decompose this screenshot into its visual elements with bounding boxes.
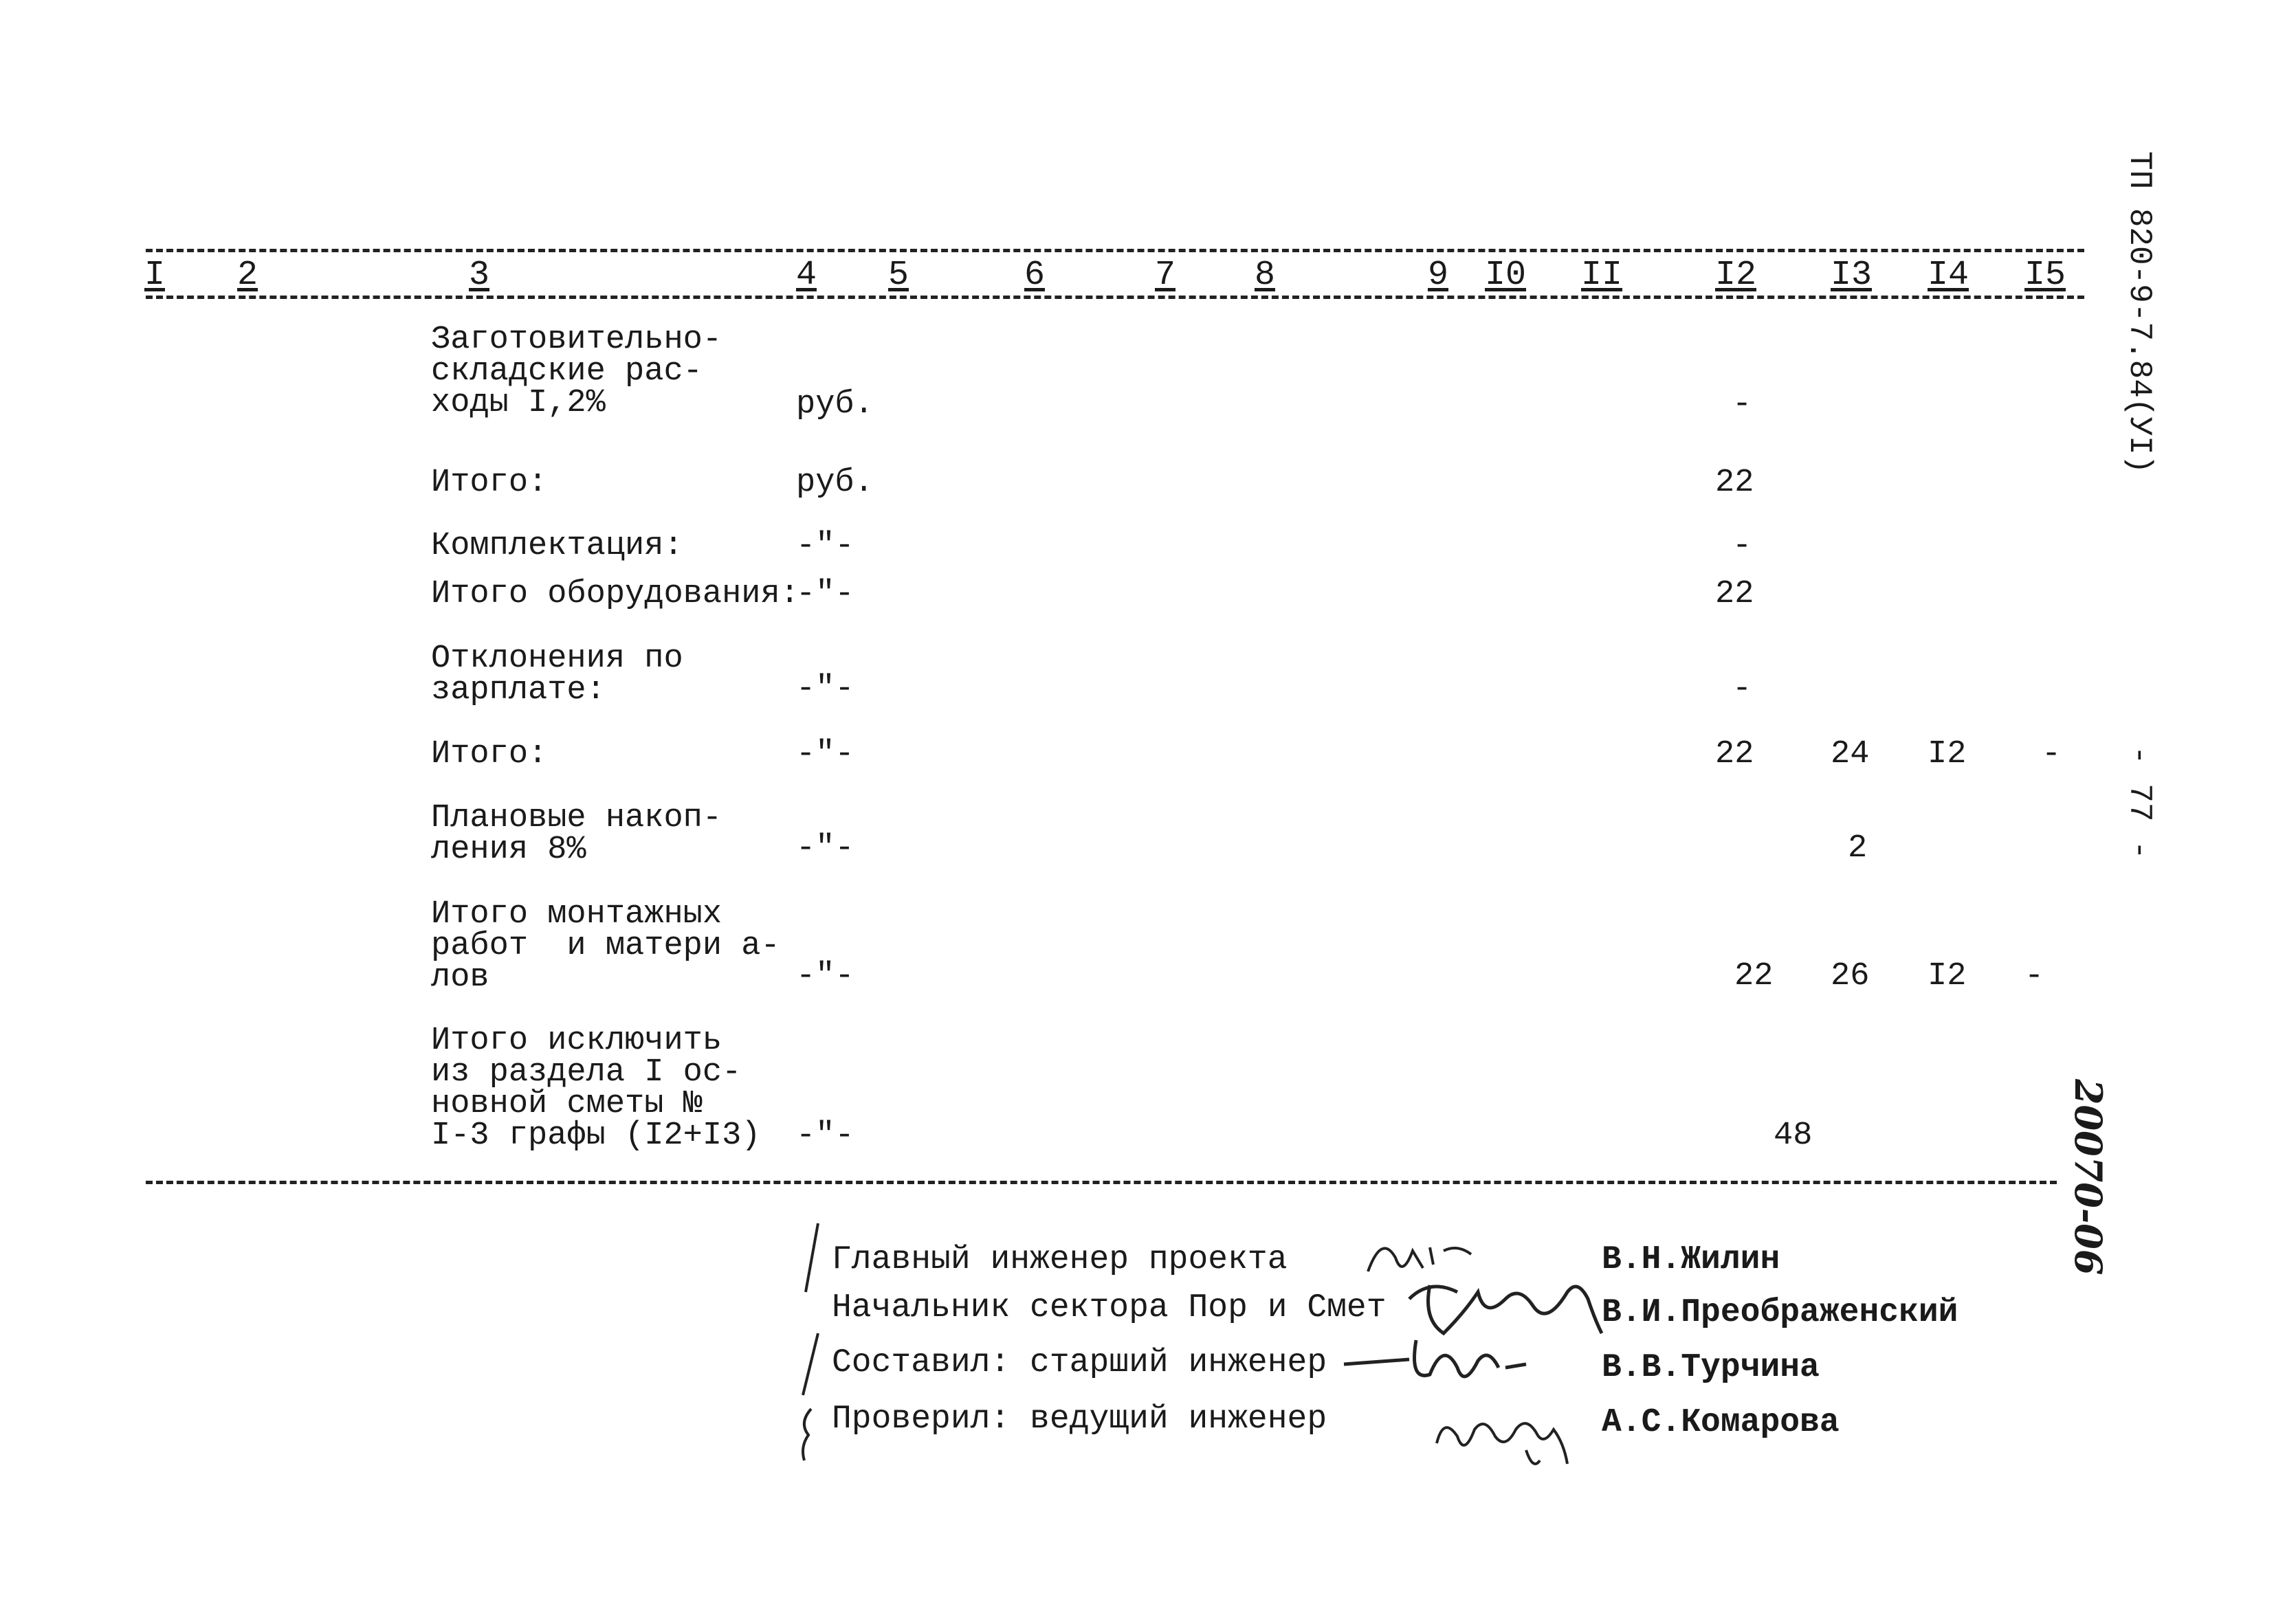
- row-unit: -"-: [796, 576, 854, 612]
- row-c13: 26: [1831, 958, 1870, 994]
- row-label: Итого:: [431, 465, 548, 501]
- row-total: 48: [1774, 1117, 1813, 1154]
- row-unit: руб.: [796, 386, 874, 423]
- signature-name: А.С.Комарова: [1602, 1404, 1840, 1441]
- row-c12: 22: [1715, 736, 1754, 772]
- row-c12: 22: [1715, 465, 1754, 501]
- signature-role: Главный инженер проекта: [832, 1241, 1288, 1278]
- row-c13: 2: [1848, 830, 1868, 867]
- row-c15: -: [2024, 958, 2044, 994]
- col-8: 8: [1255, 256, 1276, 295]
- col-2: 2: [237, 256, 258, 295]
- col-9: 9: [1428, 256, 1449, 295]
- row-c14: I2: [1928, 736, 1967, 772]
- signature-role: Составил: старший инженер: [832, 1344, 1327, 1381]
- page-number: - 77 -: [2121, 746, 2157, 860]
- signature-role: Начальник сектора Пор и Смет: [832, 1289, 1387, 1326]
- header-top-rule: [146, 249, 2084, 252]
- archive-number: 20070-06: [2066, 1079, 2110, 1276]
- handwritten-signature-4: [1430, 1395, 1595, 1478]
- drawing-code: ТП 820-9-7.84(УI): [2121, 151, 2157, 474]
- signature-name: В.Н.Жилин: [1602, 1241, 1780, 1278]
- col-11: II: [1581, 256, 1623, 295]
- row-label: Итого монтажных работ и матери а- лов: [431, 896, 780, 996]
- header-bottom-rule: [146, 296, 2084, 299]
- signature-name: В.И.Преображенский: [1602, 1294, 1958, 1331]
- col-5: 5: [888, 256, 909, 295]
- col-7: 7: [1155, 256, 1176, 295]
- col-14: I4: [1928, 256, 1969, 295]
- handwritten-signature-3: [1340, 1326, 1533, 1395]
- row-c12: -: [1732, 671, 1752, 707]
- row-label: Отклонения по зарплате:: [431, 641, 683, 709]
- col-3: 3: [469, 256, 490, 295]
- signature-name: В.В.Турчина: [1602, 1349, 1820, 1386]
- row-label: Итого оборудования:: [431, 576, 799, 612]
- row-label: Итого:: [431, 736, 548, 772]
- row-unit: -"-: [796, 736, 854, 772]
- row-unit: руб.: [796, 465, 874, 501]
- row-c12: -: [1732, 528, 1752, 564]
- row-label: Итого исключить из раздела I ос- новной сметы № I-3 графы (I2+I3): [431, 1023, 761, 1154]
- table-bottom-rule: [146, 1181, 2057, 1184]
- row-unit: -"-: [796, 528, 854, 564]
- row-c12: 22: [1734, 958, 1774, 994]
- row-label: Заготовительно- складские рас- ходы I,2%: [431, 322, 722, 421]
- row-c14: I2: [1928, 958, 1967, 994]
- row-unit: -"-: [796, 958, 854, 994]
- row-c15: -: [2042, 736, 2062, 772]
- row-label: Плановые накоп- ления 8%: [431, 800, 722, 868]
- row-c13: 24: [1831, 736, 1870, 772]
- row-unit: -"-: [796, 1117, 854, 1154]
- col-13: I3: [1831, 256, 1873, 295]
- row-unit: -"-: [796, 671, 854, 707]
- col-15: I5: [2024, 256, 2066, 295]
- row-label: Комплектация:: [431, 528, 683, 564]
- row-c12: 22: [1715, 576, 1754, 612]
- row-unit: -"-: [796, 830, 854, 867]
- col-12: I2: [1715, 256, 1757, 295]
- col-10: I0: [1485, 256, 1527, 295]
- signature-role: Проверил: ведущий инженер: [832, 1401, 1327, 1438]
- col-4: 4: [796, 256, 817, 295]
- col-6: 6: [1024, 256, 1046, 295]
- col-1: I: [144, 256, 166, 295]
- row-c12: -: [1732, 386, 1752, 423]
- bracket-marks: [791, 1216, 832, 1464]
